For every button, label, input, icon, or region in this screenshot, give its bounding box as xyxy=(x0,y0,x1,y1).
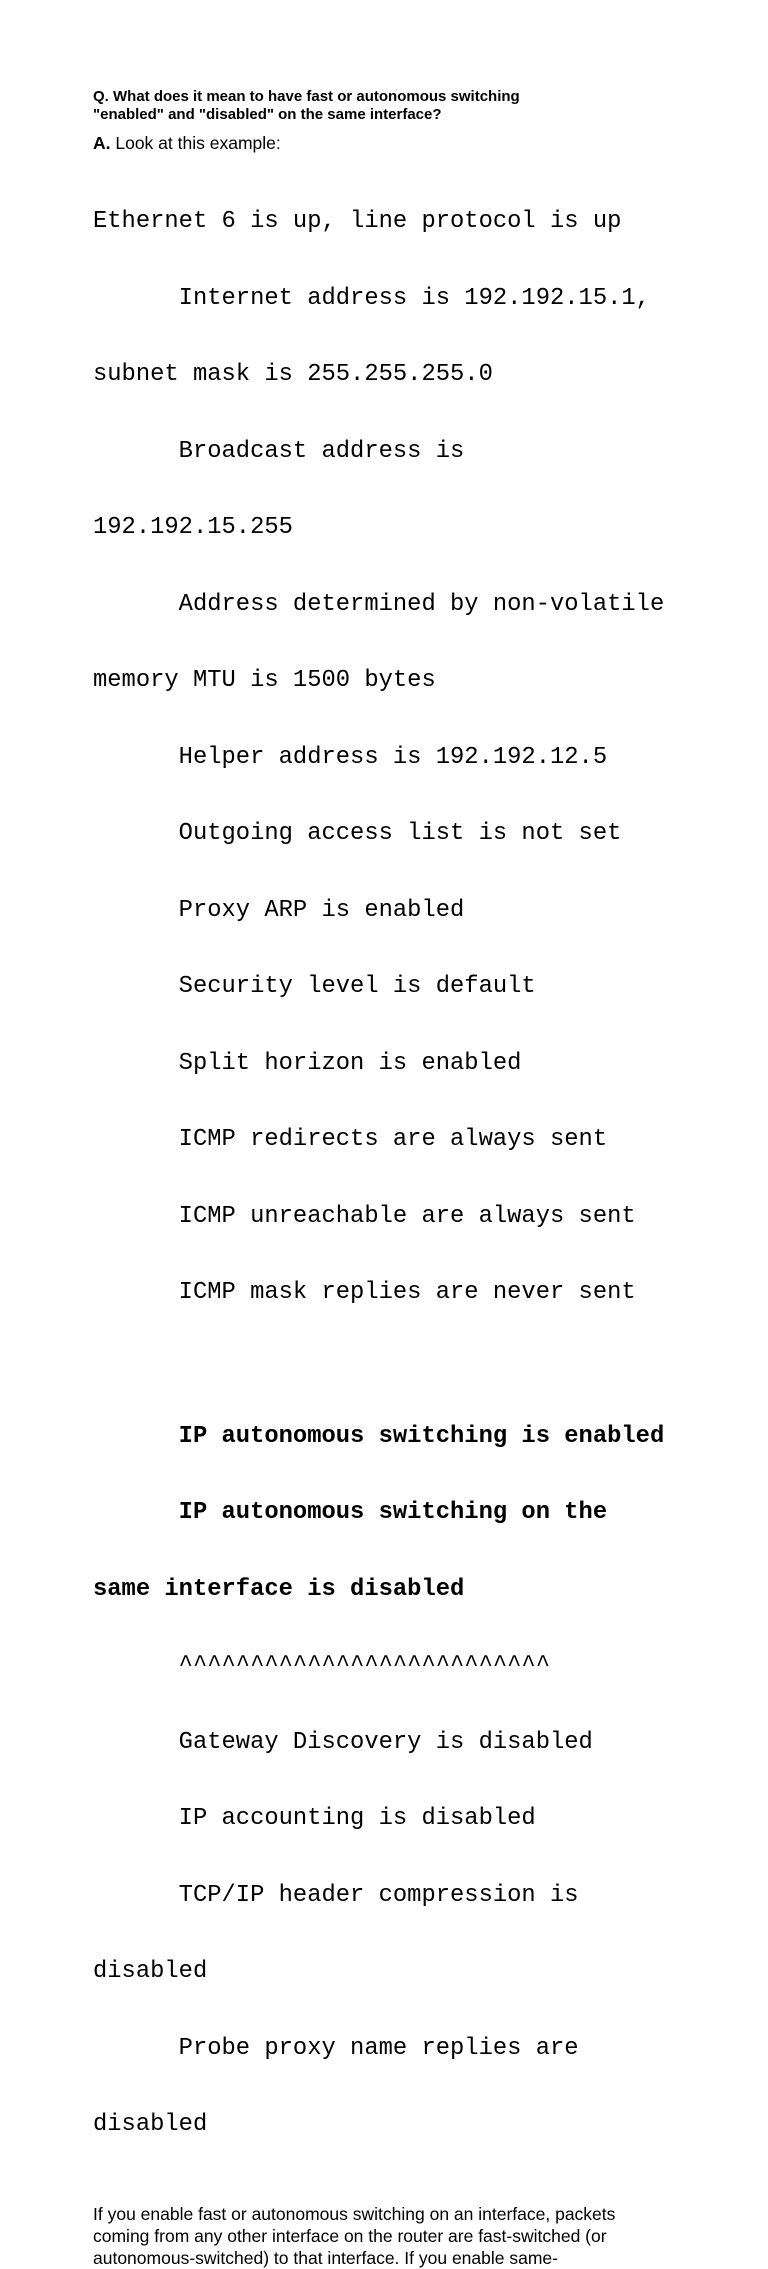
code-line: Probe proxy name replies are xyxy=(93,2034,579,2062)
question-line: "enabled" and "disabled" on the same interface? xyxy=(93,106,442,123)
code-line: subnet mask is 255.255.255.0 xyxy=(93,361,493,388)
code-line: TCP/IP header compression is xyxy=(93,1881,579,1909)
explanation-paragraph xyxy=(93,2203,713,2269)
code-line-highlight: IP autonomous switching is enabled xyxy=(93,1422,665,1450)
paragraph-line: coming from any other interface on the router are fast-switched (or xyxy=(93,2225,607,2246)
code-line-highlight: same interface is disabled xyxy=(93,1575,465,1603)
code-line: Internet address is 192.192.15.1, xyxy=(93,284,650,312)
answer-label: A. xyxy=(93,133,111,153)
code-line: ICMP mask replies are never sent xyxy=(93,1279,636,1306)
question-line: Q. What does it mean to have fast or autonomous switching xyxy=(93,88,520,105)
answer-intro-text: Look at this example: xyxy=(110,133,281,153)
code-line: memory MTU is 1500 bytes xyxy=(93,667,436,694)
code-line: Broadcast address is xyxy=(93,437,465,465)
document-page xyxy=(93,88,713,2269)
code-line: Gateway Discovery is disabled xyxy=(93,1728,593,1756)
code-line: 192.192.15.255 xyxy=(93,514,293,541)
code-line: Address determined by non-volatile xyxy=(93,590,665,618)
code-line: disabled xyxy=(93,2111,208,2138)
code-line-highlight: IP autonomous switching on the xyxy=(93,1499,608,1526)
code-block xyxy=(93,158,713,2189)
paragraph-line: autonomous-switched) to that interface. If you enable same- xyxy=(93,2247,558,2268)
code-line: ICMP unreachable are always sent xyxy=(93,1202,636,1230)
code-line: Ethernet 6 is up, line protocol is up xyxy=(93,208,622,235)
answer-intro xyxy=(93,132,713,154)
paragraph-line: If you enable fast or autonomous switching on an interface, packets xyxy=(93,2203,616,2224)
code-line: disabled xyxy=(93,1958,208,1985)
code-line: IP accounting is disabled xyxy=(93,1805,536,1832)
code-line: Security level is default xyxy=(93,973,536,1000)
code-line: Proxy ARP is enabled xyxy=(93,896,465,924)
code-line: Helper address is 192.192.12.5 xyxy=(93,743,608,771)
code-line: Split horizon is enabled xyxy=(93,1049,522,1077)
code-line: ICMP redirects are always sent xyxy=(93,1126,608,1153)
code-line: Outgoing access list is not set xyxy=(93,820,622,847)
code-gap xyxy=(93,1357,713,1373)
question-heading xyxy=(93,88,713,124)
code-line-caret-marker: ^^^^^^^^^^^^^^^^^^^^^^^^^^ xyxy=(93,1652,550,1679)
